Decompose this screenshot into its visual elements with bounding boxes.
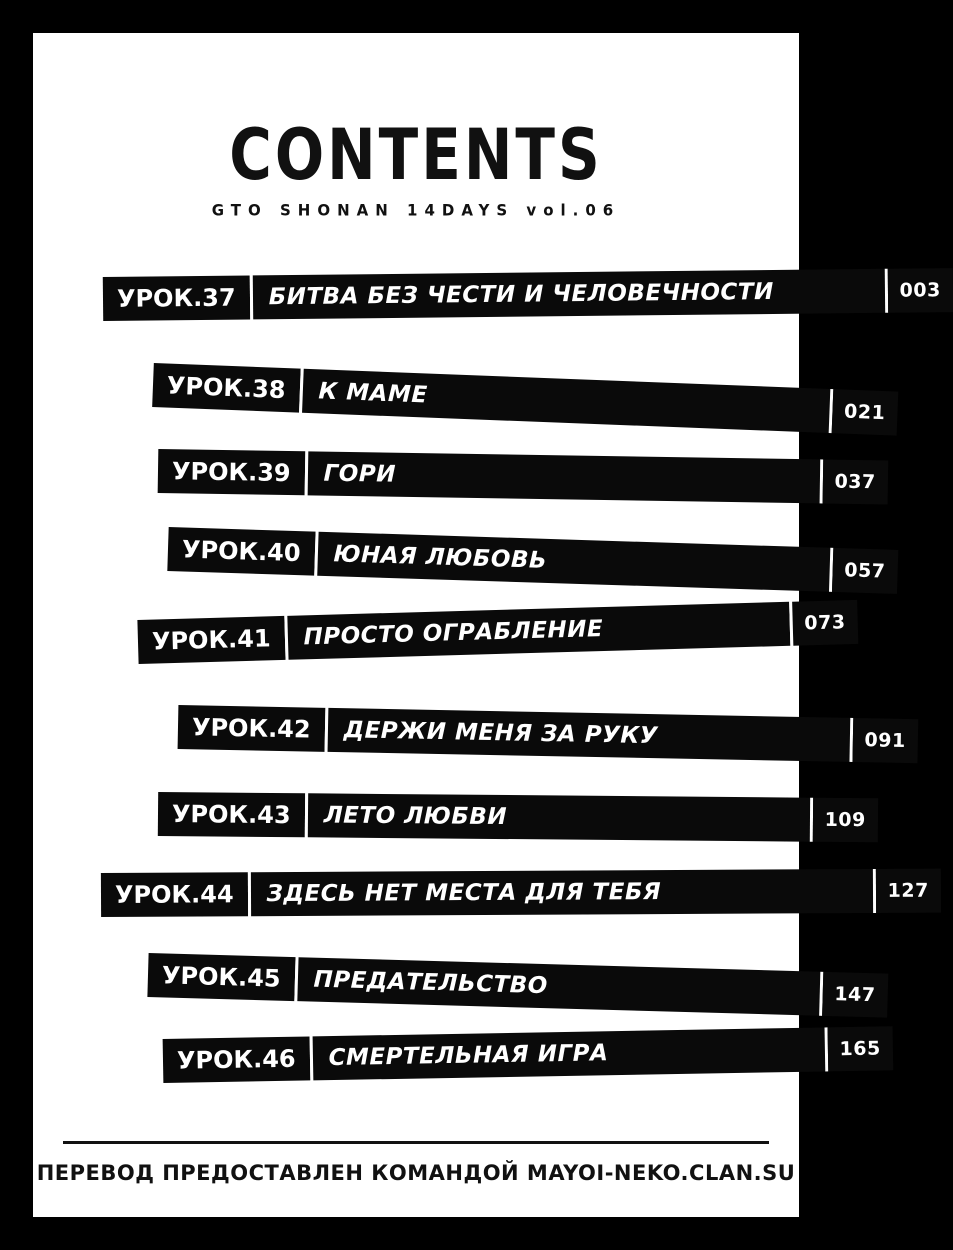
contents-sheet (33, 33, 941, 1217)
contents-entry[interactable] (101, 869, 941, 917)
entry-title: ГОРИ (307, 451, 820, 503)
entry-title: ДЕРЖИ МЕНЯ ЗА РУКУ (327, 708, 850, 762)
contents-entry[interactable] (167, 527, 898, 594)
entry-title: ПРЕДАТЕЛЬСТВО (297, 957, 820, 1016)
entry-page-number: 037 (822, 459, 888, 504)
contents-entry[interactable] (178, 705, 919, 763)
entry-title: ЛЕТО ЛЮБВИ (307, 793, 809, 841)
contents-entry[interactable] (152, 363, 898, 436)
page-subtitle: GTO SHONAN 14DAYS vol.06 (211, 200, 621, 220)
entry-title: БИТВА БЕЗ ЧЕСТИ И ЧЕЛОВЕЧНОСТИ (252, 269, 884, 320)
footer-credit: ПЕРЕВОД ПРЕДОСТАВЛЕН КОМАНДОЙ MAYOI-NEKO.CLAN.SU (36, 1161, 796, 1185)
entry-lesson-number: УРОК.45 (147, 953, 295, 1001)
contents-entry[interactable] (147, 953, 888, 1018)
entry-page-number: 057 (832, 548, 899, 594)
entry-page-number: 109 (812, 798, 878, 843)
entry-lesson-number: УРОК.37 (103, 275, 250, 321)
entry-lesson-number: УРОК.38 (152, 363, 300, 413)
entry-page-number: 021 (831, 389, 898, 435)
entry-page-number: 165 (827, 1026, 893, 1071)
header (33, 112, 799, 220)
footer-divider (63, 1141, 769, 1144)
entry-title: ПРОСТО ОГРАБЛЕНИЕ (287, 602, 790, 660)
entry-page-number: 073 (792, 600, 858, 646)
entry-page-number: 091 (852, 718, 918, 763)
contents-entry[interactable] (137, 600, 858, 664)
contents-entry[interactable] (163, 1026, 893, 1083)
contents-list (33, 265, 941, 1085)
contents-entry[interactable] (158, 449, 888, 504)
entry-lesson-number: УРОК.41 (137, 616, 285, 664)
entry-lesson-number: УРОК.39 (158, 449, 305, 495)
contents-entry[interactable] (103, 268, 953, 321)
entry-lesson-number: УРОК.43 (158, 792, 305, 837)
entry-title: ЮНАЯ ЛЮБОВЬ (317, 532, 830, 592)
entry-title: К МАМЕ (302, 369, 830, 433)
page-title: CONTENTS (229, 112, 603, 196)
entry-page-number: 127 (876, 869, 941, 913)
entry-lesson-number: УРОК.40 (167, 527, 315, 576)
entry-page-number: 003 (887, 268, 953, 313)
entry-page-number: 147 (822, 972, 888, 1018)
contents-entry[interactable] (158, 792, 878, 842)
entry-title: СМЕРТЕЛЬНАЯ ИГРА (312, 1027, 825, 1080)
entry-lesson-number: УРОК.44 (101, 872, 248, 917)
entry-title: ЗДЕСЬ НЕТ МЕСТА ДЛЯ ТЕБЯ (251, 869, 873, 916)
entry-lesson-number: УРОК.42 (178, 705, 325, 752)
entry-lesson-number: УРОК.46 (163, 1036, 310, 1083)
